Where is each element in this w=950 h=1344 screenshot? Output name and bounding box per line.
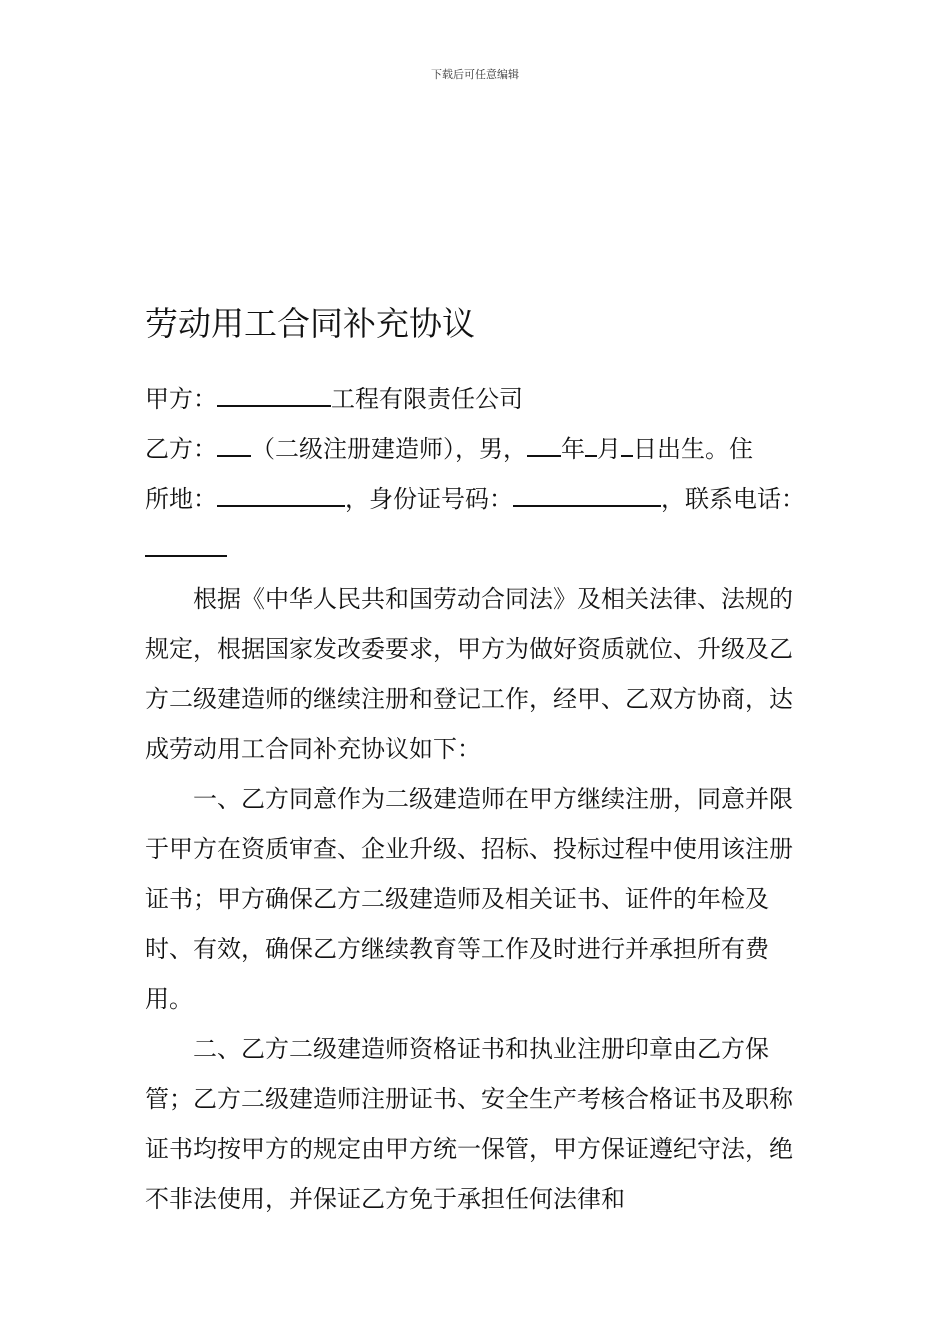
party-b-line-1 <box>145 424 820 474</box>
phone-label: ，联系电话： <box>661 485 805 513</box>
id-number-label: ，身份证号码： <box>345 485 513 513</box>
header-note: 下载后可任意编辑 <box>431 68 519 81</box>
party-b-label: 乙方： <box>145 435 217 463</box>
agreement-body <box>145 574 815 1224</box>
birth-day-blank <box>621 433 633 457</box>
document-title: 劳动用工合同补充协议 <box>145 304 475 343</box>
party-b-year: 年 <box>561 435 585 463</box>
phone-blank <box>145 533 227 557</box>
paragraph-clause-2: 二、乙方二级建造师资格证书和执业注册印章由乙方保管；乙方二级建造师注册证书、安全生产考核合格证书及职称证书均按甲方的规定由甲方统一保管，甲方保证遵纪守法，绝不非法使用，并保证乙方免于承担任何法律和 <box>145 1035 793 1213</box>
party-b-seg1: （二级注册建造师），男， <box>251 435 527 463</box>
party-a-company-suffix: 工程有限责任公司 <box>331 385 523 413</box>
address-label: 所地： <box>145 485 217 513</box>
party-b-line-3 <box>145 524 820 574</box>
id-number-blank <box>513 483 661 507</box>
party-b-seg4: 日出生。住 <box>633 435 753 463</box>
party-a-company-blank <box>217 383 331 407</box>
address-blank <box>217 483 345 507</box>
party-b-month: 月 <box>597 435 621 463</box>
paragraph-clause-1: 一、乙方同意作为二级建造师在甲方继续注册，同意并限于甲方在资质审查、企业升级、招标、投标过程中使用该注册证书；甲方确保乙方二级建造师及相关证书、证件的年检及时、有效，确保乙方继续教育等工作及时进行并承担所有费用。 <box>145 785 793 1013</box>
party-a-line <box>145 374 820 424</box>
party-a-label: 甲方： <box>145 385 217 413</box>
party-b-name-blank <box>217 433 251 457</box>
paragraph-preamble: 根据《中华人民共和国劳动合同法》及相关法律、法规的规定，根据国家发改委要求，甲方为做好资质就位、升级及乙方二级建造师的继续注册和登记工作，经甲、乙双方协商，达成劳动用工合同补充协议如下： <box>145 585 793 763</box>
birth-month-blank <box>585 433 597 457</box>
birth-year-blank <box>527 433 561 457</box>
party-b-line-2 <box>145 474 820 524</box>
